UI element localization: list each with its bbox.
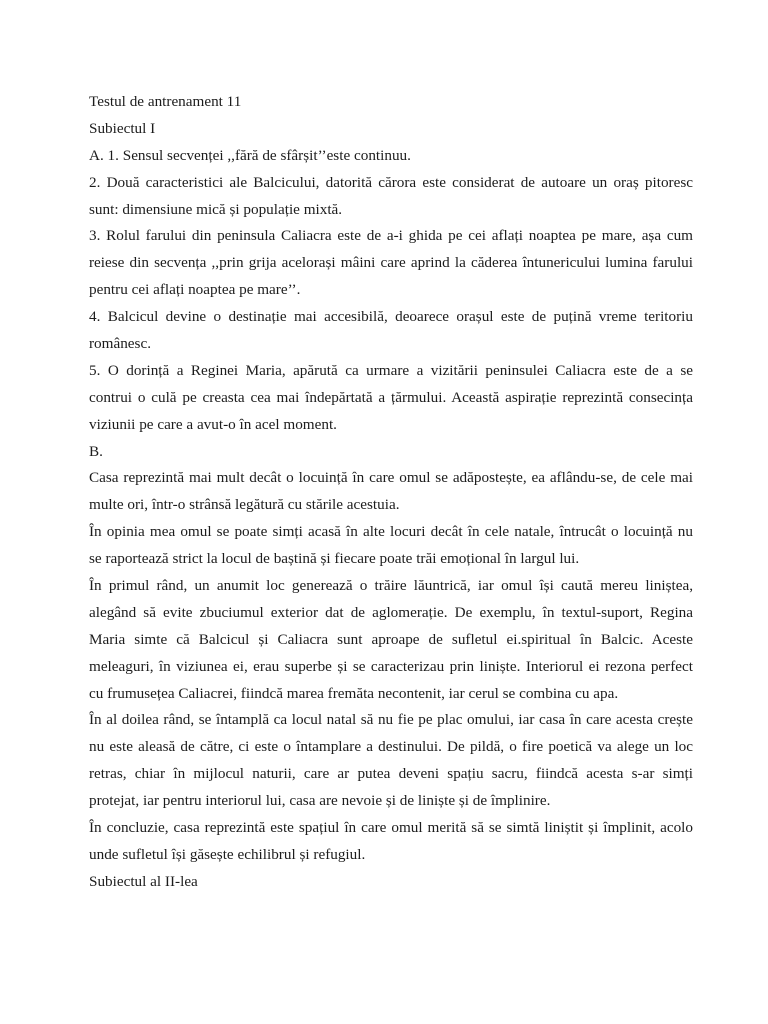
document-line: B. <box>89 442 103 460</box>
document-line: reiese din secvența ,,prin grija acelorași mâini care aprind la căderea întunericului lumina farului <box>89 254 693 272</box>
document-line: Maria simte că Balcicul și Caliacra sunt aproape de sufletul ei.spiritual în Balcic. Aceste <box>89 630 693 648</box>
document-line: 2. Două caracteristici ale Balcicului, datorită cărora este considerat de autoare un oraș pitoresc <box>89 173 693 191</box>
document-line: contrui o culă pe creasta cea mai îndepărtată a țărmului. Această aspirație reprezintă consecința <box>89 388 693 406</box>
document-line: românesc. <box>89 335 151 353</box>
document-line: În primul rând, un anumit loc generează o trăire lăuntrică, iar omul își caută mereu liniștea, <box>89 577 693 595</box>
document-line: protejat, iar pentru interiorul lui, casa are nevoie și de liniște și de împlinire. <box>89 792 551 810</box>
document-line: Testul de antrenament 11 <box>89 93 242 110</box>
document-line: viziunii pe care a avut-o în acel moment. <box>89 415 337 433</box>
document-line: Casa reprezintă mai mult decât o locuință în care omul se adăpostește, ea aflându-se, de cele mai <box>89 469 693 487</box>
document-line: 5. O dorință a Reginei Maria, apărută ca urmare a vizitării peninsulei Caliacra este de a se <box>89 361 693 379</box>
document-line: 4. Balcicul devine o destinație mai accesibilă, deoarece orașul este de puțină vreme teritoriu <box>89 308 693 326</box>
document-line: retras, chiar în mijlocul naturii, care ar putea deveni spațiu sacru, fiindcă acesta s-ar simți <box>89 765 693 783</box>
document-line: Subiectul I <box>89 119 156 137</box>
document-line: unde sufletul își găsește echilibrul și refugiul. <box>89 845 366 863</box>
document-line: alegând să evite zbuciumul exterior dat de aglomerație. De exemplu, în textul-suport, Regina <box>89 603 693 621</box>
document-line: În concluzie, casa reprezintă este spațiul în care omul merită să se simtă liniștit și împlinit, acolo <box>89 819 693 837</box>
document-line: În opinia mea omul se poate simți acasă în alte locuri decât în cele natale, întrucât o locuință nu <box>89 523 693 541</box>
document-line: pentru cei aflați noaptea pe mare’’. <box>89 281 301 299</box>
document-line: se raportează strict la locul de baștină și fiecare poate trăi emoțional în largul lui. <box>89 550 580 568</box>
document-body <box>89 89 693 896</box>
document-line: nu este aleasă de către, ci este o întamplare a destinului. De pildă, o fire poetică va alege un loc <box>89 738 693 756</box>
document-line: cu frumusețea Caliacrei, fiindcă marea fremăta necontenit, iar cerul se combina cu apa. <box>89 684 619 702</box>
document-line: A. 1. Sensul secvenței ,,fără de sfârșit’’este continuu. <box>89 146 411 164</box>
document-line: În al doilea rând, se întamplă ca locul natal să nu fie pe plac omului, iar casa în care acesta crește <box>89 711 693 729</box>
document-line: Subiectul al II-lea <box>89 872 198 890</box>
document-line: multe ori, într-o strânsă legătură cu stările acestuia. <box>89 496 400 514</box>
document-line: sunt: dimensiune mică și populație mixtă. <box>89 200 343 218</box>
document-line: 3. Rolul farului din peninsula Caliacra este de a-i ghida pe cei aflați noaptea pe mare, așa cum <box>89 227 693 245</box>
document-line: meleaguri, în viziunea ei, erau superbe și se caracterizau prin liniște. Interiorul ei rezona perfect <box>89 657 693 675</box>
